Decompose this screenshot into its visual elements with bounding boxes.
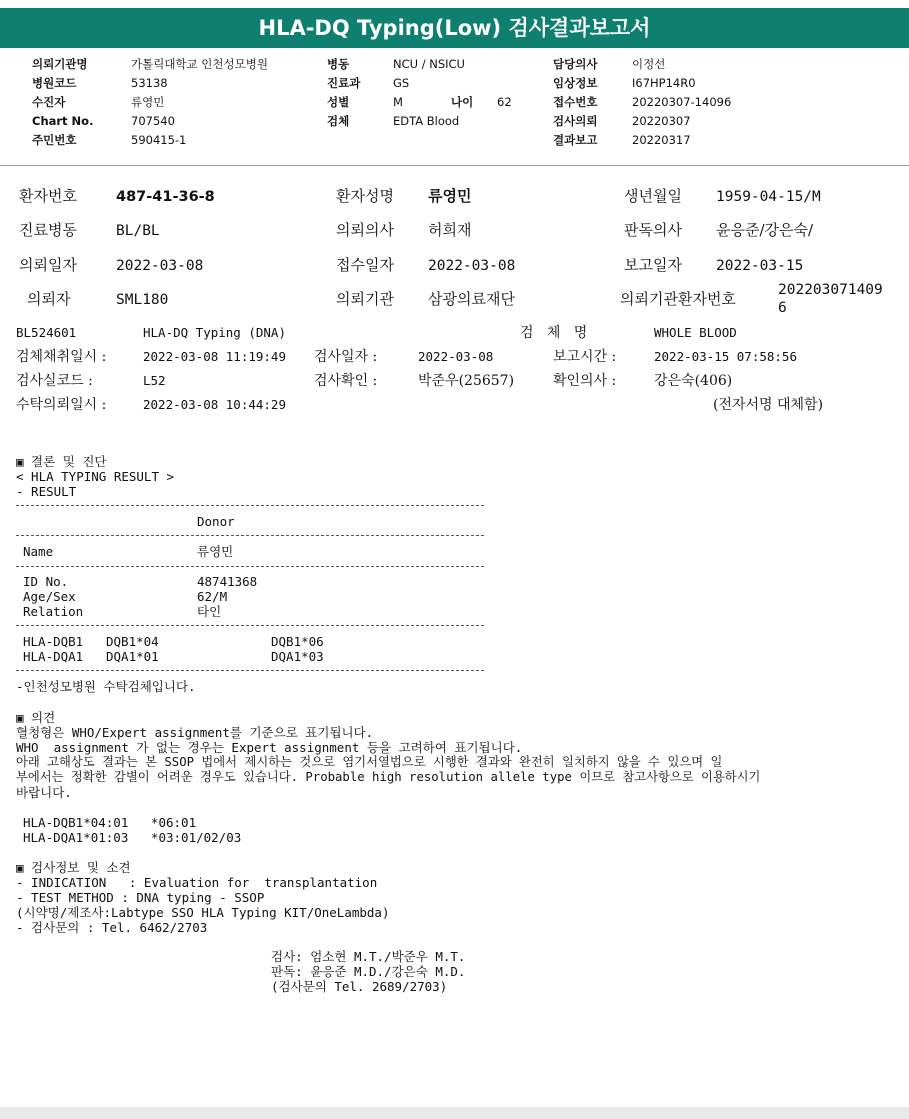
header-col1-labels — [32, 55, 122, 150]
header-label: 병동 — [327, 57, 350, 71]
exam-label: 확인의사 : — [553, 373, 617, 389]
header-label: 병원코드 — [32, 76, 77, 90]
patient-label: 보고일자 — [624, 256, 682, 274]
header-label: Chart No. — [32, 114, 94, 128]
exam-specimen-value: WHOLE BLOOD — [654, 325, 737, 340]
id-value: 48741368 — [197, 574, 258, 589]
patient-report-date: 2022-03-15 — [716, 258, 804, 274]
result-label: - RESULT — [16, 484, 77, 499]
testinfo-line: (시약명/제조사:Labtype SSO HLA Typing KIT/OneLambda) — [16, 905, 390, 920]
section-title-opinion: ▣ 의견 — [16, 710, 56, 725]
exam-label: 수탁의뢰일시 : — [16, 397, 107, 413]
age-value: 62 — [497, 95, 512, 109]
header-value: 20220307 — [632, 114, 691, 128]
agesex-label: Age/Sex — [23, 589, 76, 604]
exam-test-name: HLA-DQ Typing (DNA) — [143, 325, 286, 340]
header-label: 검사의뢰 — [553, 114, 598, 128]
exam-report-time: 2022-03-15 07:58:56 — [654, 349, 797, 364]
exam-label: 검사실코드 : — [16, 373, 93, 389]
header-value: I67HP14R0 — [632, 76, 696, 90]
header-value: NCU / NSICU — [393, 57, 465, 71]
header-label: 접수번호 — [553, 95, 598, 109]
header-value: M — [393, 95, 403, 109]
patient-label: 의뢰기관 — [336, 290, 394, 308]
patient-label: 환자번호 — [19, 187, 77, 205]
header-value: GS — [393, 76, 410, 90]
opinion-line: 아래 고해상도 결과는 본 SSOP 법에서 제시하는 것으로 염기서열법으로 시행한 결과와 완전히 일치하지 않을 수 있으며 일 — [16, 755, 723, 769]
patient-birthdate: 1959-04-15/M — [716, 189, 821, 205]
exam-confirm-value: 박준우(25657) — [418, 373, 515, 389]
exam-label: 검체채취일시 : — [16, 349, 107, 365]
name-label: Name — [23, 544, 54, 559]
agesex-value: 62/M — [197, 589, 228, 604]
report-title: HLA-DQ Typing(Low) 검사결과보고서 — [0, 8, 909, 48]
patient-label: 진료병동 — [19, 221, 77, 239]
exam-collect-time: 2022-03-08 11:19:49 — [143, 349, 286, 364]
header-label: 주민번호 — [32, 133, 77, 147]
header-label: 임상정보 — [553, 76, 598, 90]
header-col1-values — [131, 55, 321, 150]
dqb1-label: HLA-DQB1 — [23, 634, 84, 649]
opinion-line: 혈청형은 WHO/Expert assignment를 기준으로 표기됩니다. — [16, 725, 374, 740]
result-subtitle: < HLA TYPING RESULT > — [16, 469, 175, 484]
patient-label: 생년월일 — [624, 187, 682, 205]
patient-requester: SML180 — [116, 292, 169, 308]
exam-label: 검사일자 : — [314, 349, 378, 365]
signature-line: 검사: 엄소현 M.T./박준우 M.T. — [271, 949, 466, 964]
exam-date: 2022-03-08 — [418, 349, 494, 364]
header-col3-labels — [553, 55, 628, 150]
testinfo-line: - INDICATION : Evaluation for transplantation — [16, 875, 378, 890]
header-label: 수진자 — [32, 95, 66, 109]
patient-ordering-doctor: 허희재 — [428, 221, 472, 239]
header-label: 결과보고 — [553, 133, 598, 147]
patient-number: 487-41-36-8 — [116, 189, 215, 205]
header-value: 이정선 — [632, 57, 666, 71]
header-value: 20220307-14096 — [632, 95, 732, 109]
esign-note: (전자서명 대체함) — [713, 397, 824, 413]
exam-specimen-label: 검 체 명 — [520, 325, 588, 341]
patient-label: 의뢰의사 — [336, 221, 394, 239]
id-label: ID No. — [23, 574, 69, 589]
header-value: 류영민 — [131, 95, 165, 109]
patient-label: 의뢰자 — [27, 290, 71, 308]
header-label: 검체 — [327, 114, 350, 128]
exam-room-code: L52 — [143, 373, 166, 388]
header-value: 53138 — [131, 76, 168, 90]
patient-request-date: 2022-03-08 — [116, 258, 204, 274]
testinfo-line: - 검사문의 : Tel. 6462/2703 — [16, 920, 208, 935]
dqb1-allele-2: DQB1*06 — [271, 634, 324, 649]
header-value: EDTA Blood — [393, 114, 460, 128]
section-title-testinfo: ▣ 검사정보 및 소견 — [16, 860, 131, 875]
patient-label: 의뢰일자 — [19, 256, 77, 274]
exam-confirm-doctor: 강은숙(406) — [654, 373, 733, 389]
signature-line: 판독: 윤응준 M.D./강은숙 M.D. — [271, 964, 466, 979]
opinion-line: 바랍니다. — [16, 785, 72, 800]
name-value: 류영민 — [197, 544, 234, 559]
dqa1-allele-1: DQA1*01 — [106, 649, 159, 664]
header-divider — [0, 165, 909, 166]
opinion-line: 부에서는 정확한 감별이 어려운 경우도 있습니다. Probable high resolution allele type 이므로 참고사항으로 이용하시기 — [16, 770, 761, 784]
result-footer: -인천성모병원 수탁검체입니다. — [16, 679, 196, 694]
bottom-bar — [0, 1107, 909, 1119]
patient-label: 의뢰기관환자번호 — [620, 290, 736, 308]
patient-institution: 삼광의료재단 — [428, 290, 515, 308]
dqa1-label: HLA-DQA1 — [23, 649, 84, 664]
exam-code: BL524601 — [16, 325, 77, 340]
dqb1-allele-1: DQB1*04 — [106, 634, 159, 649]
opinion-line: WHO assignment 가 없는 경우는 Expert assignment 등을 고려하여 표기됩니다. — [16, 740, 523, 755]
header-value: 가톨릭대학교 인천성모병원 — [131, 57, 268, 71]
patient-receipt-date: 2022-03-08 — [428, 258, 516, 274]
divider — [16, 670, 484, 671]
divider — [16, 505, 484, 506]
dqa1-allele-2: DQA1*03 — [271, 649, 324, 664]
divider — [16, 535, 484, 536]
section-title-conclusion: ▣ 결론 및 진단 — [16, 454, 107, 469]
divider — [16, 625, 484, 626]
header-col3-values — [632, 55, 772, 150]
exam-label: 검사확인 : — [314, 373, 378, 389]
exam-commission-time: 2022-03-08 10:44:29 — [143, 397, 286, 412]
testinfo-line: - TEST METHOD : DNA typing - SSOP — [16, 890, 265, 905]
header-value: 590415-1 — [131, 133, 187, 147]
header-label: 담당의사 — [553, 57, 598, 71]
relation-label: Relation — [23, 604, 84, 619]
relation-value: 타인 — [197, 604, 222, 619]
patient-label: 접수일자 — [336, 256, 394, 274]
header-value: 707540 — [131, 114, 175, 128]
patient-institution-number: 202203071409 6 — [778, 282, 883, 316]
patient-ward: BL/BL — [116, 223, 160, 239]
header-label: 진료과 — [327, 76, 361, 90]
donor-header: Donor — [197, 514, 235, 529]
header-label: 의뢰기관명 — [32, 57, 88, 71]
signature-line: (검사문의 Tel. 2689/2703) — [271, 979, 448, 994]
divider — [16, 566, 484, 567]
high-res-dqb1: HLA-DQB1*04:01 *06:01 — [23, 815, 197, 830]
patient-name: 류영민 — [428, 187, 472, 205]
high-res-dqa1: HLA-DQA1*01:03 *03:01/02/03 — [23, 830, 242, 845]
exam-label: 보고시간 : — [553, 349, 617, 365]
header-col2-labels — [327, 55, 387, 131]
patient-label: 환자성명 — [336, 187, 394, 205]
header-value: 20220317 — [632, 133, 691, 147]
patient-label: 판독의사 — [624, 221, 682, 239]
age-label: 나이 — [451, 95, 474, 109]
header-label: 성별 — [327, 95, 350, 109]
patient-reading-doctor: 윤응준/강은숙/ — [716, 221, 814, 239]
